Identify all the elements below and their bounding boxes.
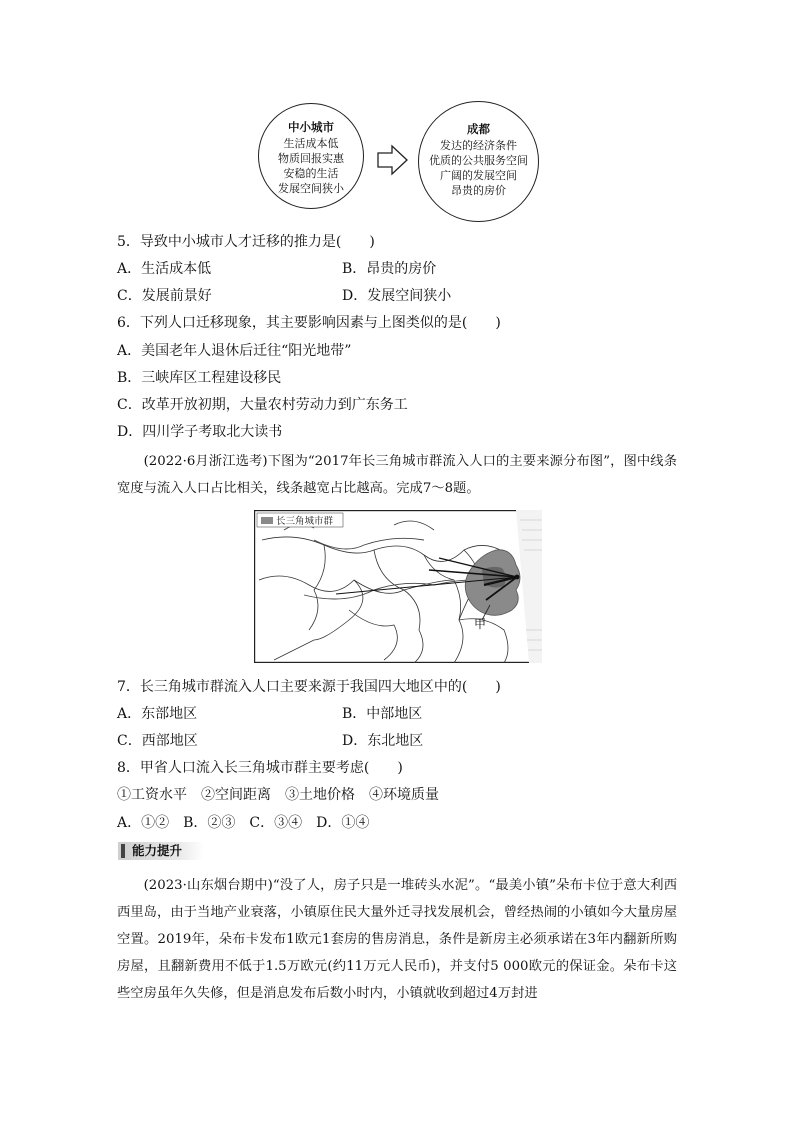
shanghai-point: [515, 575, 520, 580]
migration-source-map: [254, 510, 542, 663]
q7-option-d: D．东北地区: [342, 733, 424, 749]
q5-option-c: C．发展前景好: [117, 288, 212, 304]
small-city-text: [259, 120, 363, 196]
legend-label: 长三角城市群: [276, 516, 334, 527]
chengdu-title: 成都: [467, 122, 490, 136]
chengdu-line: 广阔的发展空间: [440, 169, 517, 182]
q7-option-a: A．东部地区: [117, 706, 198, 722]
passage: [117, 872, 677, 1007]
q7-stem: 7．长三角城市群流入人口主要来源于我国四大地区中的( ): [117, 679, 501, 695]
chengdu-text: [419, 122, 538, 198]
q6-option-c: C．改革开放初期，大量农村劳动力到广东务工: [117, 397, 408, 413]
small-city-line: 物质回报实惠: [278, 152, 344, 165]
q7-option-c: C．西部地区: [117, 733, 198, 749]
q8-stem: 8．甲省人口流入长三角城市群主要考虑( ): [117, 760, 403, 776]
chengdu-line: 优质的公共服务空间: [429, 154, 528, 167]
q5-option-d: D．发展空间狭小: [342, 288, 452, 304]
q6-option-a: A．美国老年人退休后迁往“阳光地带”: [117, 343, 352, 359]
jia-label: 甲: [474, 617, 487, 631]
legend-swatch: [261, 517, 273, 524]
q6-stem: 6．下列人口迁移现象，其主要影响因素与上图类似的是( ): [117, 315, 501, 331]
chengdu-line: 发达的经济条件: [440, 139, 517, 152]
q5-option-b: B．昂贵的房价: [342, 261, 437, 277]
q6-option-b: B．三峡库区工程建设移民: [117, 370, 282, 386]
small-city-line: 安稳的生活: [283, 167, 339, 180]
passage-text: (2023·山东烟台期中)“没了人，房子只是一堆砖头水泥”。“最美小镇”朵布卡位于意大利西西里岛，由于当地产业衰落，小镇原住民大量外迁寻找发展机会，曾经热闹的小镇如今大量房屋空置。2019年，朵布卡发布1欧元1套房的售房消息，条件是新房主必须承诺在3年内翻新所购房屋，且翻新费用不低于1.5万欧元(约11万元人民币)，并支付5 000欧元的保证金。朵布卡这些空房虽年久失修，但是消息发布后数小时内，小镇就收到超过4万封进: [117, 878, 677, 1001]
chengdu-circle: [418, 101, 539, 222]
intro-7-8-text: (2022·6月浙江选考)下图为“2017年长三角城市群流入人口的主要来源分布图”，图中线条宽度与流入人口占比相关，线条越宽占比越高。完成7～8题。: [117, 454, 677, 496]
small-city-line: 生活成本低: [283, 137, 339, 150]
small-city-line: 发展空间狭小: [278, 182, 344, 195]
migration-arrow-icon: [376, 143, 410, 177]
q8-options: ①工资水平 ②空间距离 ③土地价格 ④环境质量: [117, 787, 439, 803]
small-city-title: 中小城市: [288, 120, 334, 134]
q6-option-d: D．四川学子考取北大读书: [117, 424, 283, 440]
small-city-circle: [258, 103, 364, 209]
chengdu-line: 昂贵的房价: [451, 184, 506, 197]
intro-7-8: [117, 448, 677, 502]
q8-choices: A．①② B．②③ C．③④ D．①④: [117, 815, 370, 831]
q7-option-b: B．中部地区: [342, 706, 423, 722]
section-title: 能力提升: [118, 842, 204, 860]
q5-option-a: A．生活成本低: [117, 261, 212, 277]
q5-stem: 5．导致中小城市人才迁移的推力是( ): [117, 234, 375, 250]
